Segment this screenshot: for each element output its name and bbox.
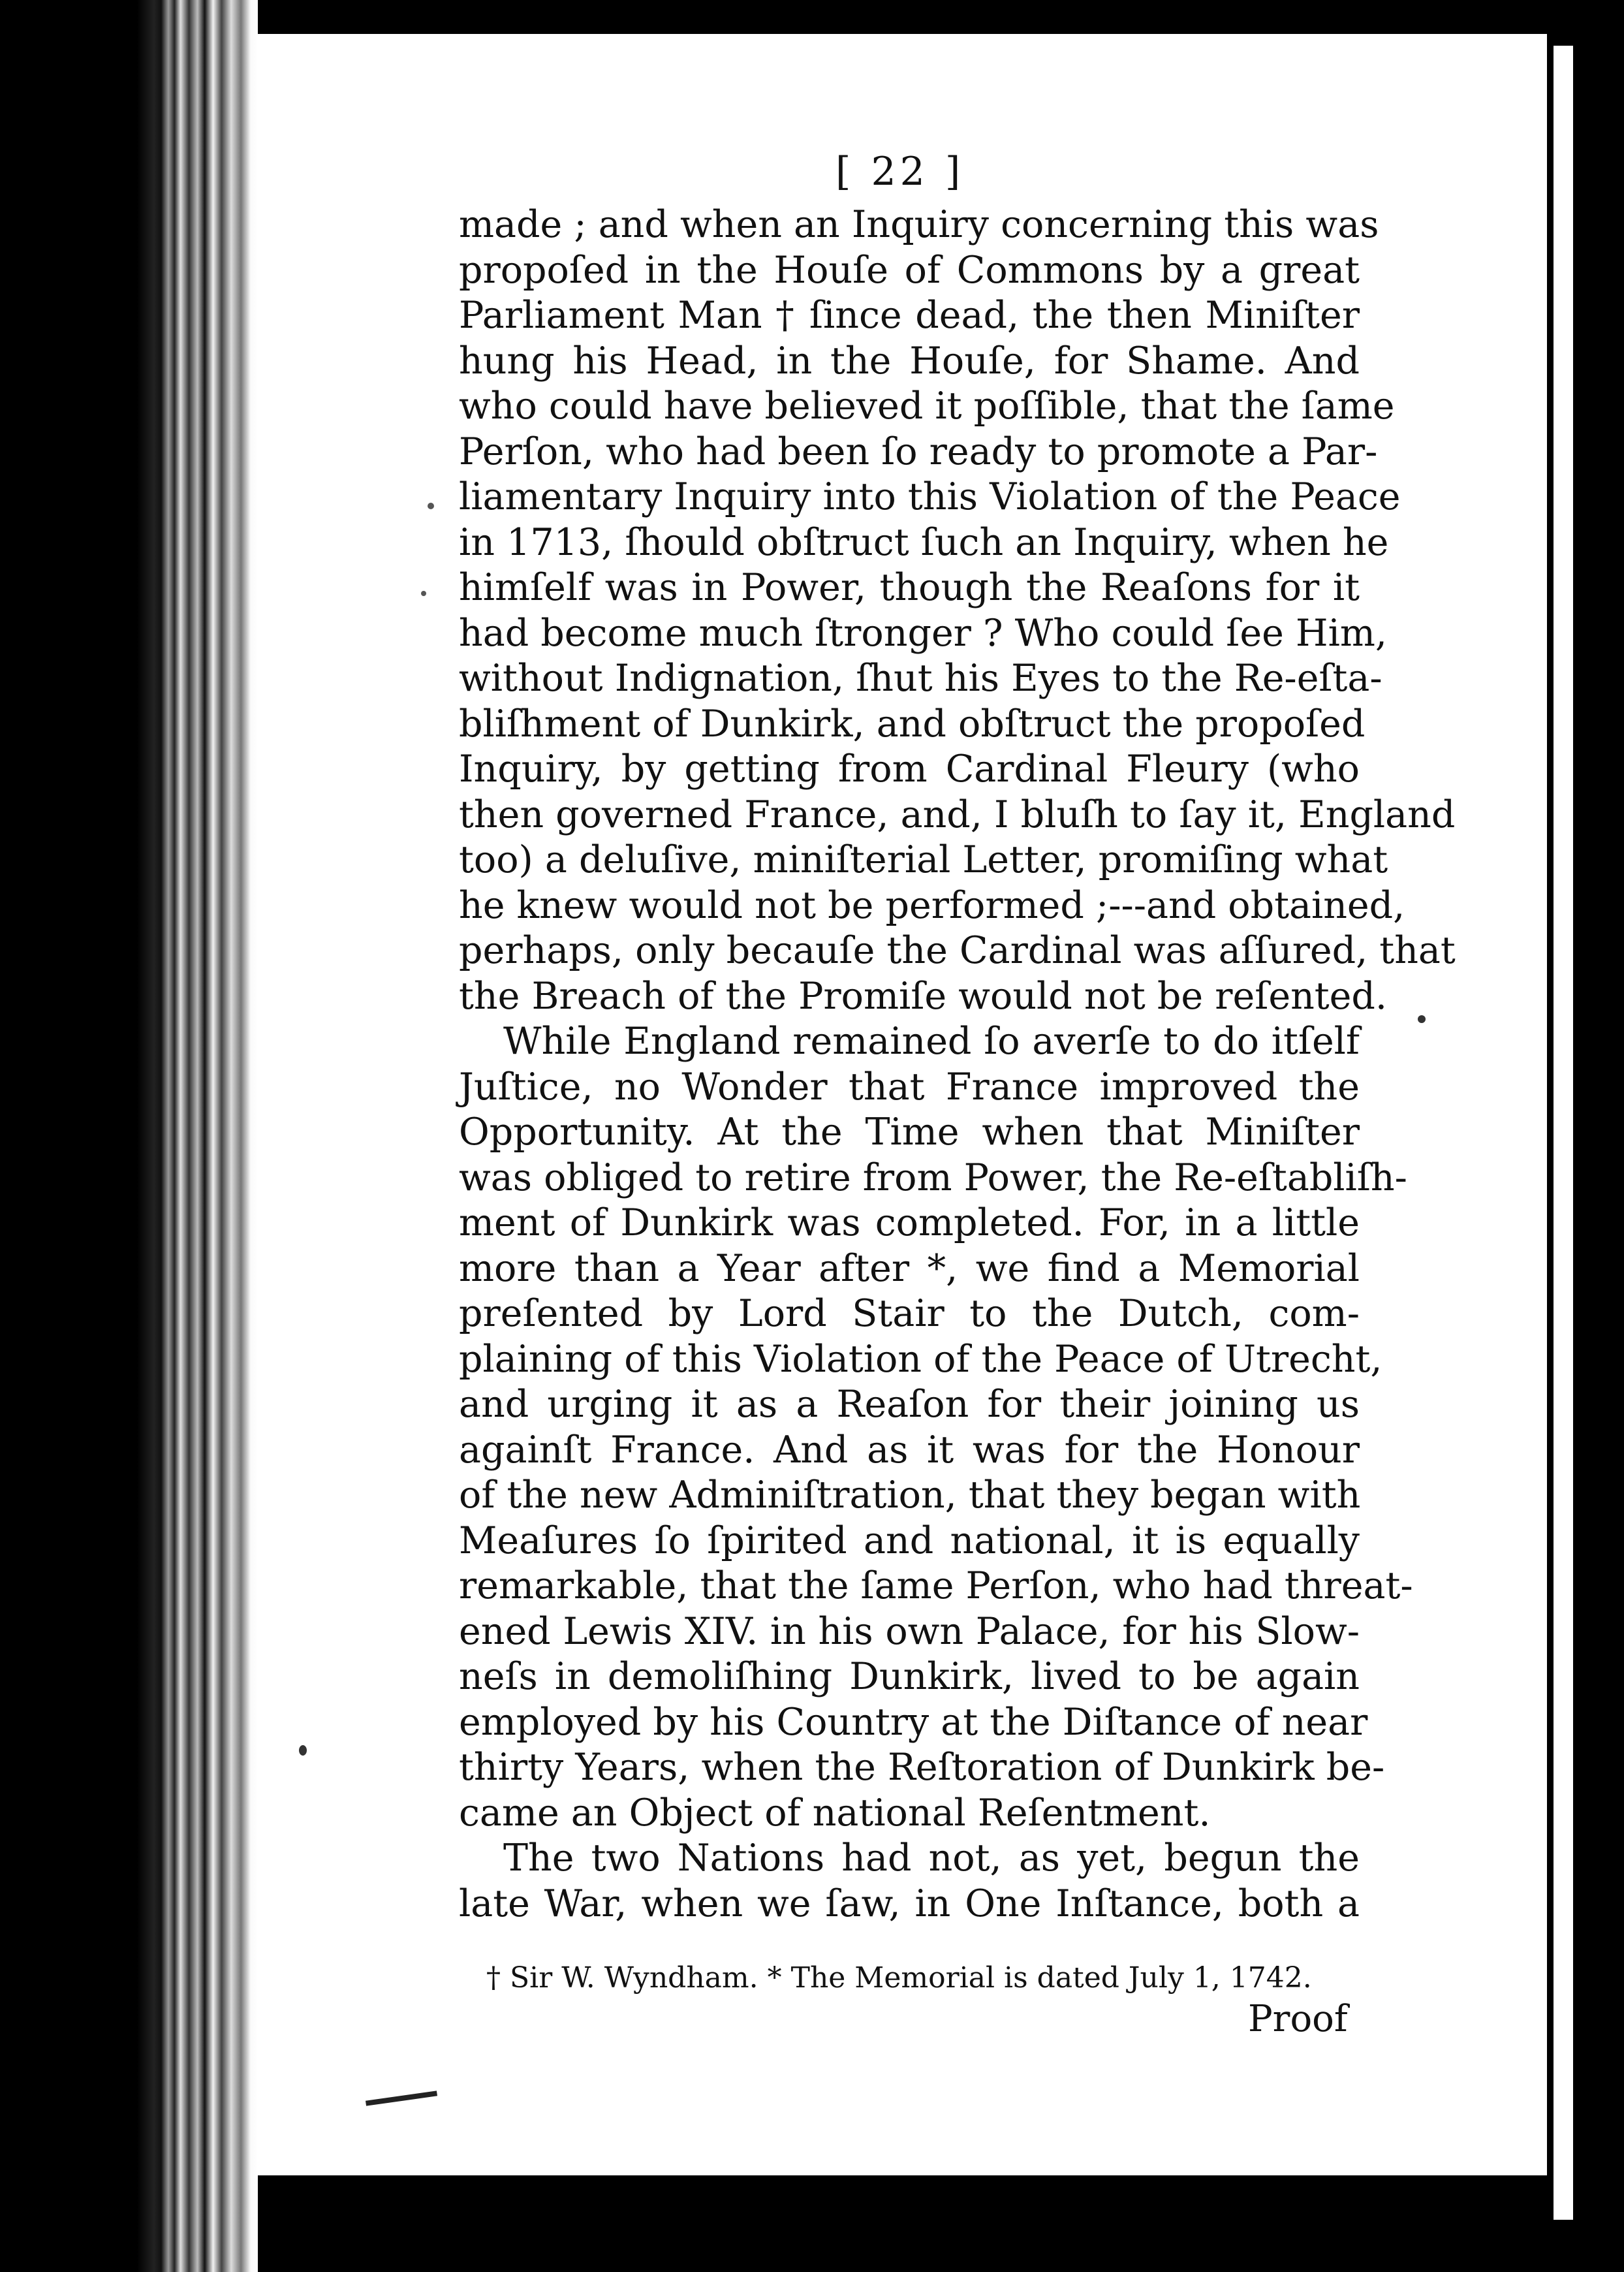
facing-page-edge (1554, 46, 1573, 2220)
text-line: too) a deluſive, miniſterial Letter, promiſing what (459, 838, 1388, 881)
page-number: [ 22 ] (835, 149, 965, 195)
text-line: hung his Head, in the Houſe, for Shame. And (459, 339, 1360, 383)
footnote: † Sir W. Wyndham. * The Memorial is dated July 1, 1742. (486, 1961, 1312, 1995)
catchword: Proof (1248, 1998, 1348, 2040)
text-line: Meaſures ſo ſpirited and national, it is equally (459, 1519, 1360, 1562)
dot-mark (299, 1745, 307, 1756)
body-text (459, 202, 1456, 1927)
text-line: more than a Year after *, we find a Memorial (459, 1246, 1360, 1290)
dot-mark (421, 591, 426, 596)
text-line: plaining of this Violation of the Peace of Utrecht, (459, 1337, 1382, 1381)
text-line: The two Nations had not, as yet, begun the (503, 1837, 1360, 1880)
text-line: who could have believed it poſſible, that the ſame (459, 385, 1395, 428)
text-line: Inquiry, by getting from Cardinal Fleury (who (459, 748, 1360, 791)
text-line: Parliament Man † ſince dead, the then Miniſter (459, 294, 1360, 337)
text-line: remarkable, that the ſame Perſon, who had threat- (459, 1564, 1413, 1607)
text-line: then governed France, and, I bluſh to ſay it, England (459, 793, 1456, 836)
book-gutter (137, 0, 258, 2272)
text-line: himſelf was in Power, though the Reaſons for it (459, 566, 1360, 609)
text-line: came an Object of national Reſentment. (459, 1791, 1211, 1835)
text-line: without Indignation, ſhut his Eyes to the Re-eſta- (459, 657, 1382, 700)
text-line: While England remained ſo averſe to do itſelf (503, 1020, 1360, 1063)
text-line: late War, when we ſaw, in One Inſtance, both a (459, 1882, 1360, 1925)
text-line: the Breach of the Promiſe would not be reſented. (459, 974, 1388, 1018)
text-line: ment of Dunkirk was completed. For, in a little (459, 1201, 1360, 1244)
dot-mark (428, 503, 434, 509)
dot-mark (1418, 1015, 1426, 1023)
text-line: preſented by Lord Stair to the Dutch, com- (459, 1292, 1360, 1335)
text-line: in 1713, ſhould obſtruct ſuch an Inquiry, when he (459, 520, 1389, 564)
text-line: of the new Adminiſtration, that they began with (459, 1474, 1361, 1517)
text-line: was obliged to retire from Power, the Re-eſtabliſh- (459, 1156, 1407, 1199)
text-line: and urging it as a Reaſon for their joining us (459, 1383, 1360, 1426)
text-line: had become much ſtronger ? Who could ſee Him, (459, 611, 1388, 655)
text-line: neſs in demoliſhing Dunkirk, lived to be again (459, 1655, 1360, 1698)
text-line: thirty Years, when the Reſtoration of Dunkirk be- (459, 1746, 1385, 1789)
text-line: he knew would not be performed ;---and obtained, (459, 883, 1405, 927)
text-line: Opportunity. At the Time when that Miniſter (459, 1111, 1360, 1154)
text-line: Perſon, who had been ſo ready to promote a Par- (459, 430, 1378, 473)
text-line: propoſed in the Houſe of Commons by a great (459, 248, 1360, 292)
text-line: Juſtice, no Wonder that France improved the (459, 1065, 1360, 1109)
text-line: againſt France. And as it was for the Honour (459, 1428, 1360, 1472)
text-line: perhaps, only becauſe the Cardinal was aſſured, that (459, 929, 1456, 972)
text-line: liamentary Inquiry into this Violation of the Peace (459, 475, 1401, 518)
text-line: made ; and when an Inquiry concerning this was (459, 203, 1379, 246)
text-line: ened Lewis XIV. in his own Palace, for his Slow- (459, 1609, 1360, 1653)
text-line: employed by his Country at the Diſtance of near (459, 1700, 1368, 1744)
text-line: bliſhment of Dunkirk, and obſtruct the propoſed (459, 702, 1366, 746)
